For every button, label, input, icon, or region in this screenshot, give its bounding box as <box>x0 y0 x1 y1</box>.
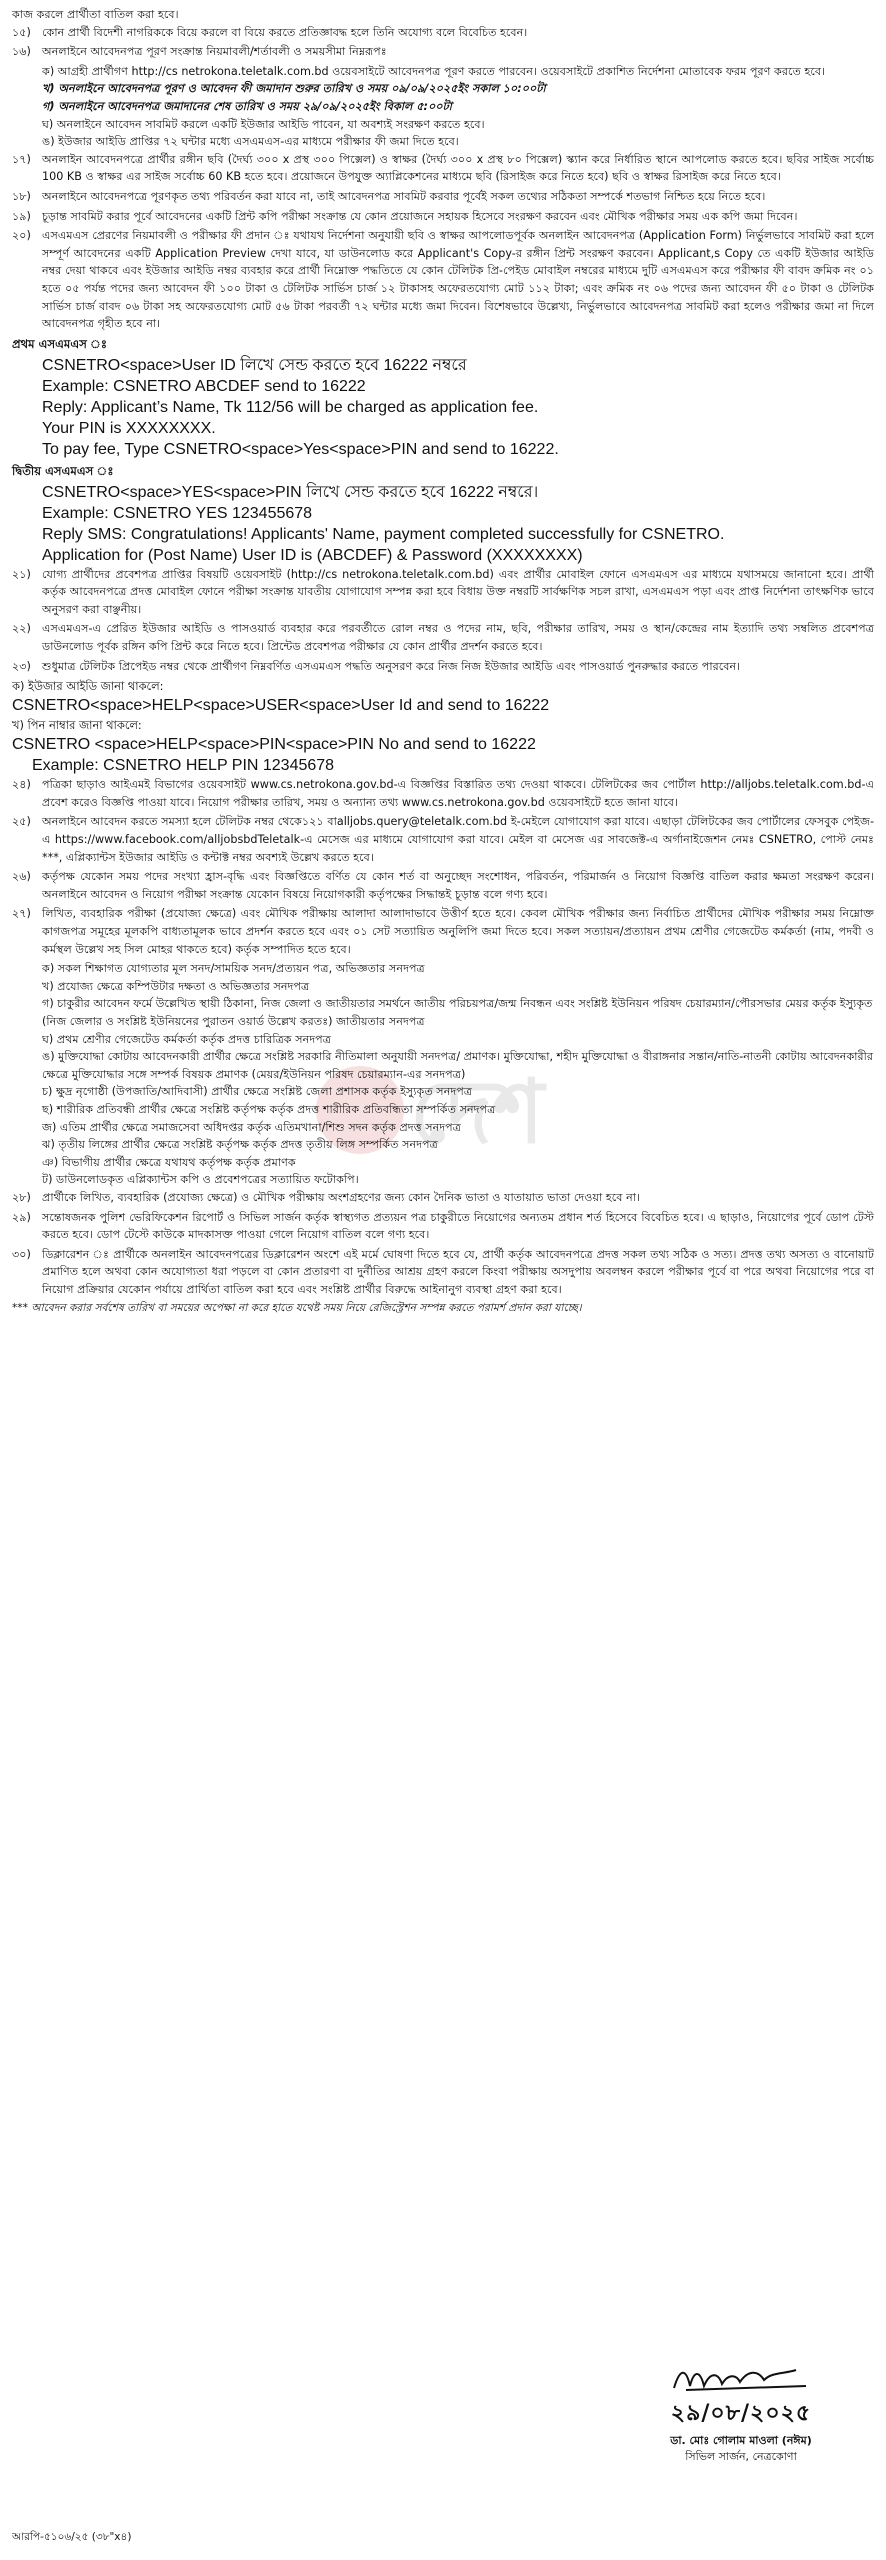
list-item: খ) প্রযোজ্য ক্ষেত্রে কম্পিউটার দক্ষতা ও অভিজ্ঞতার সনদপত্র <box>42 979 310 993</box>
pin-label: খ) পিন নাম্বার জানা থাকলে: <box>12 718 142 733</box>
signature-block <box>636 2362 846 2465</box>
clause-number: ১৮) <box>12 189 31 203</box>
clause-number: ১৫) <box>12 25 31 39</box>
clause-number: ২৪) <box>12 778 31 792</box>
first-sms-line: CSNETRO<space>User ID লিখে সেন্ড করতে হবে 16222 নম্বরে <box>42 356 467 374</box>
first-sms-line: To pay fee, Type CSNETRO<space>Yes<space>PIN and send to 16222. <box>42 440 559 458</box>
clause-number: ২০) <box>12 229 31 243</box>
user-id-label: ক) ইউজার আইডি জানা থাকলে: <box>12 679 164 694</box>
clause-text: লিখিত, ব্যবহারিক পরীক্ষা (প্রযোজ্য ক্ষেত্রে) এবং মৌখিক পরীক্ষায় আলাদা আলাদাভাবে উত্তীর্ণ হতে হবে। কেবল মৌখিক পরীক্ষার জন্য নির্বাচিত প্রার্থীদের মৌখিক পরীক্ষার সময় নিম্নোক্ত কাগজপত্র সমূহের মূলকপি বাধ্যতামূলক ভাবে প্রদর্শন করতে হবে এবং ০১ সেট সত্যায়িত অনুলিপি জমা দিতে হবে। সকল সত্যায়ন/প্রত্যায়ন প্রথম শ্রেণীর গেজেটেড কর্মকর্তা (নাম, পদবী ও কর্মস্থল উল্লেখ সহ সিল মোহর থাকতে হবে) কর্তৃক সম্পাদিত হতে হবে। <box>42 907 874 956</box>
clause-16-c: গ) অনলাইনে আবেদনপত্র জমাদানের শেষ তারিখ ও সময় ২৯/০৯/২০২৫ইং বিকাল ৫:০০টা <box>42 99 452 113</box>
clause-number: ২১) <box>12 567 31 581</box>
clause-number: ৩০) <box>12 1247 31 1261</box>
clause-number: ২৮) <box>12 1190 31 1204</box>
clause-text: কর্তৃপক্ষ যেকোন সময় পদের সংখ্যা হ্রাস-বৃদ্ধি এবং বিজ্ঞপ্তিতে বর্ণিত যে কোন শর্ত বা অনুচ্ছেদ সংশোধন, পরিবর্তন, পরিমার্জন ও নিয়োগ বিজ্ঞপ্তি বাতিল করার ক্ষমতা সংরক্ষণ করেন। অনলাইনে আবেদন ও নিয়োগ পরীক্ষা সংক্রান্ত যেকোন বিষয়ে নিয়োগকারী কর্তৃপক্ষের সিদ্ধান্তই চূড়ান্ত বলে গণ্য হবে। <box>42 870 874 901</box>
list-item: ঘ) প্রথম শ্রেণীর গেজেটেড কর্মকর্তা কর্তৃক প্রদত্ত চারিত্রিক সনদপত্র <box>42 1032 331 1046</box>
clause-number: ১৬) <box>12 45 31 59</box>
clause-text: ডিক্লারেশন ঃ প্রার্থীকে অনলাইন আবেদনপত্রের ডিক্লারেশন অংশে এই মর্মে ঘোষণা দিতে হবে যে, প্রার্থী কর্তৃক আবেদনপত্রে প্রদত্ত সকল তথ্য সঠিক ও সত্য। প্রদত্ত তথ্য অসত্য ও বানোয়াট প্রমাণিত হলে অথবা কোন অযোগ্যতা ধরা পড়লে বা কোন প্রতারণা বা দুর্নীতির আশ্রয় গ্রহণ করলে কিংবা পরীক্ষায় অসদুপায় অবলম্বন করলে পরীক্ষার পূর্বে বা পরে অথবা নিয়োগের পরে বা নিয়োগ প্রক্রিয়ার যেকোন পর্যায়ে প্রার্থিতা বাতিল করা হবে এবং সংশ্লিষ্ট প্রার্থীর বিরুদ্ধে আইনানুগ ব্যবস্থা গ্রহণ করা হবে। <box>42 1247 874 1296</box>
clause-16-b: খ) অনলাইনে আবেদনপত্র পূরণ ও আবেদন ফী জমাদান শুরুর তারিখ ও সময় ০৯/০৯/২০২৫ইং সকাল ১০:০০টা <box>42 82 546 96</box>
clause-23 <box>12 658 874 676</box>
first-sms-heading: প্রথম এসএমএস ঃ <box>12 336 108 351</box>
clause-number: ২৭) <box>12 907 31 921</box>
clause-text: এসএমএস-এ প্রেরিত ইউজার আইডি ও পাসওয়ার্ড ব্যবহার করে পরবর্তীতে রোল নম্বর ও পদের নাম, ছবি, পরীক্ষার তারিখ, সময় ও স্থান/কেন্দ্রের নাম ইত্যাদি তথ্য সম্বলিত প্রবেশপত্র ডাউনলোড পূর্বক রঙ্গিন কপি প্রিন্ট করে নিতে হবে। প্রিন্টেড প্রবেশপত্র পরীক্ষার যে কোন প্রার্থীর প্রদর্শন করতে হবে। <box>42 622 874 654</box>
clause-number: ২৩) <box>12 659 31 673</box>
list-item: চ) ক্ষুদ্র নৃগোষ্ঠী (উপজাতি/আদিবাসী) প্রার্থীর ক্ষেত্রে সংশ্লিষ্ট জেলা প্রশাসক কর্তৃক ইস্যুকৃত সনদপত্র <box>42 1085 473 1099</box>
list-item: ছ) শারীরিক প্রতিবন্ধী প্রার্থীর ক্ষেত্রে সংশ্লিষ্ট কর্তৃপক্ষ কর্তৃক প্রদত্ত শারীরিক প্রতিবন্ধিতা সম্পর্কিত সনদপত্র <box>42 1102 496 1116</box>
clause-number: ২৫) <box>12 815 31 829</box>
second-sms-line: CSNETRO<space>YES<space>PIN লিখে সেন্ড করতে হবে 16222 নম্বরে। <box>42 483 539 501</box>
first-sms-line: Example: CSNETRO ABCDEF send to 16222 <box>42 377 366 395</box>
clause-22 <box>12 620 874 655</box>
clause-16 <box>12 43 874 61</box>
clause-27 <box>12 905 874 958</box>
second-sms-line: Reply SMS: Congratulations! Applicants' Name, payment completed successfully for CSNETRO. <box>42 525 725 543</box>
reference-code: আরপি-৫১০৬/২৫ (৩৮"x৪) <box>12 2531 132 2543</box>
clause-number: ২৯) <box>12 1210 31 1224</box>
clause-17 <box>12 151 874 186</box>
clause-number: ১৯) <box>12 209 31 223</box>
list-item: গ) চাকুরীর আবেদন ফর্মে উল্লেখিত স্থায়ী ঠিকানা, নিজ জেলা ও জাতীয়তার সমর্থনে জাতীয় পরিচয়পত্র/জন্ম নিবন্ধন এবং সংশ্লিষ্ট ইউনিয়ন পরিষদ চেয়ারম্যান/পৌরসভার মেয়র কর্তৃক ইস্যুকৃত (নিজ জেলার ও সংশ্লিষ্ট ইউনিয়নের পুরাতন ওয়ার্ড উল্লেখ করতঃ) জাতীয়তার সনদপত্র <box>42 997 873 1028</box>
clause-21 <box>12 566 874 619</box>
clause-text: কোন প্রার্থী বিদেশী নাগরিককে বিয়ে করলে বা বিয়ে করতে প্রতিজ্ঞাবদ্ধ হলে তিনি অযোগ্য বলে বিবেচিত হবেন। <box>42 25 528 39</box>
clause-text: এসএমএস প্রেরণের নিয়মাবলী ও পরীক্ষার ফী প্রদান ঃ যথাযথ নির্দেশনা অনুযায়ী ছবি ও স্বাক্ষর আপলোডপূর্বক অনলাইন আবেদনপত্র (Application Form) নির্ভুলভাবে সাবমিট করা হলে সম্পূর্ণ আবেদনের একটি Application Preview দেখা যাবে, যা ডাউনলোড করে Applicant's Copy-র রঙ্গীন প্রিন্ট সংরক্ষণ করবেন। Applicant,s Copy তে একটি ইউজার আইডি নম্বর দেয়া থাকবে এবং ইউজার আইডি নম্বর ব্যবহার করে প্রার্থী নিম্নোক্ত পদ্ধতিতে যে কোন টেলিটক প্রি-পেইড মোবাইল নম্বরের মাধ্যমে দুটি এসএমএস করে পরীক্ষার ফী বাবদ ক্রমিক নং ০১ হতে ০৫ পর্যন্ত পদের জন্য আবেদন ফী ১০০ টাকা ও টেলিটক সার্ভিস চার্জ ১২ টাকাসহ অফেরতযোগ্য মোট ১১২ টাকা; এবং ক্রমিক নং ০৬ পদের জন্য আবেদন ফী ৫০ টাকা ও টেলিটক সার্ভিস চার্জ বাবদ ০৬ টাকা সহ অফেরতযোগ্য মোট ৫৬ টাকা পরবর্তী ৭২ ঘন্টার মধ্যে জমা দিবেন। বিশেষভাবে উল্লেখ্য, নির্ভুলভাবে আবেদনপত্র সাবমিট করা হলেও পরীক্ষার জমা না দিলে আবেদনপত্র গৃহীত হবে না। <box>42 229 874 331</box>
clause-30 <box>12 1246 874 1299</box>
clause-number: ১৭) <box>12 152 31 166</box>
clause-19 <box>12 208 874 226</box>
notice-document <box>12 6 874 1316</box>
clause-text: যোগ্য প্রার্থীদের প্রবেশপত্র প্রাপ্তির বিষয়টি ওয়েবসাইট (http://cs netrokona.teletalk.com.bd) এবং প্রার্থীর মোবাইল ফোনে এসএমএস এর মাধ্যমে যথাসময়ে জানানো হবে। প্রার্থী কর্তৃক আবেদনপত্রে প্রদত্ত মোবাইল ফোনে পরীক্ষা সংক্রান্ত যাবতীয় যোগাযোগ সম্পন্ন করা হবে বিধায় উক্ত নম্বরটি সার্বক্ষণিক সচল রাখা, এসএমএস পড়া এবং প্রাপ্ত নির্দেশনা তাৎক্ষণিক ভাবে অনুসরণ করা বাঞ্ছনীয়। <box>42 567 874 616</box>
clause-text: চূড়ান্ত সাবমিট করার পূর্বে আবেদনের একটি প্রিন্ট কপি পরীক্ষা সংক্রান্ত যে কোন প্রয়োজনে সহায়ক হিসেবে সংরক্ষণ করবেন এবং মৌখিক পরীক্ষার সময় এক কপি জমা দিবেন। <box>42 209 798 223</box>
signatory-designation: সিভিল সার্জন, নেত্রকোণা <box>685 2450 797 2463</box>
handwritten-signature <box>666 2362 816 2396</box>
clause-text: অনলাইনে আবেদনপত্র পূরণ সংক্রান্ত নিয়মাবলী/শর্তাবলী ও সময়সীমা নিম্নরূপঃ <box>42 45 387 59</box>
signatory-name: ডা. মোঃ গোলাম মাওলা (নঈম) <box>670 2434 812 2447</box>
watermark-text: দেশ <box>410 1060 545 1163</box>
clause-24 <box>12 776 874 811</box>
signature-date: ২৯/০৮/২০২৫ <box>670 2400 812 2426</box>
footnote: *** আবেদন করার সর্বশেষ তারিখ বা সময়ের অপেক্ষা না করে হাতে যথেষ্ট সময় নিয়ে রেজিস্ট্রেশন সম্পন্ন করতে পরামর্শ প্রদান করা যাচ্ছে। <box>12 1302 582 1315</box>
required-documents-list <box>12 960 874 1189</box>
pin-sms: CSNETRO <space>HELP<space>PIN<space>PIN No and send to 16222 <box>12 736 536 754</box>
list-item: ঝ) তৃতীয় লিঙ্গের প্রার্থীর ক্ষেত্রে সংশ্লিষ্ট কর্তৃপক্ষ কর্তৃক প্রদত্ত তৃতীয় লিঙ্গ সম্পর্কিত সনদপত্র <box>42 1138 438 1152</box>
second-sms-heading: দ্বিতীয় এসএমএস ঃ <box>12 463 114 478</box>
pin-example: Example: CSNETRO HELP PIN 12345678 <box>32 757 335 775</box>
clause-text: অনলাইন আবেদনপত্রে প্রার্থীর রঙ্গীন ছবি (দৈর্ঘ্য ৩০০ x প্রস্থ ৩০০ পিক্সেল) ও স্বাক্ষর (দৈর্ঘ্য ৩০০ x প্রস্থ ৮০ পিক্সেল) স্ক্যান করে নির্ধারিত স্থানে আপলোড করতে হবে। ছবির সাইজ সর্বোচ্চ 100 KB ও স্বাক্ষর এর সাইজ সর্বোচ্চ 60 KB হতে হবে। প্রয়োজনে উপযুক্ত অ্যাপ্লিকেশনের মাধ্যমে ছবি (রিসাইজ করে নিতে হবে) ছবি ও স্বাক্ষর রিসাইজ করে নিতে হবে। <box>42 152 874 184</box>
user-id-sms: CSNETRO<space>HELP<space>USER<space>User Id and send to 16222 <box>12 697 550 715</box>
clause-text: শুধুমাত্র টেলিটক প্রিপেইড নম্বর থেকে প্রার্থীগণ নিম্নবর্ণিত এসএমএস পদ্ধতি অনুসরণ করে নিজ নিজ ইউজার আইডি এবং পাসওয়ার্ড পুনরুদ্ধার করতে পারবেন। <box>42 659 741 673</box>
second-sms-line: Example: CSNETRO YES 123455678 <box>42 504 313 522</box>
first-sms-line: Reply: Applicant’s Name, Tk 112/56 will be charged as application fee. <box>42 398 539 416</box>
list-item: ক) সকল শিক্ষাগত যোগ্যতার মূল সনদ/সাময়িক সনদ/প্রত্যয়ন পত্র, অভিজ্ঞতার সনদপত্র <box>42 962 425 976</box>
list-item: ঞ) বিভাগীয় প্রার্থীর ক্ষেত্রে যথাযথ কর্তৃপক্ষ কর্তৃক প্রমাণক <box>42 1155 296 1169</box>
clause-text: সন্তোষজনক পুলিশ ভেরিফিকেশন রিপোর্ট ও সিভিল সার্জন কর্তৃক স্বাস্থ্যগত প্রত্যয়ন পত্র চাকুরীতে নিয়োগের অন্যতম প্রধান শর্ত হিসেবে বিবেচিত হবে। এ ছাড়াও, নিয়োগের পূর্বে ডোপ টেস্ট করতে হবে। ডোপ টেস্টে কাউকে মাদকাসক্ত পাওয়া গেলে নিয়োগ বাতিল বলে গণ্য হবে। <box>42 1210 874 1242</box>
clause-text: অনলাইনে আবেদন করতে সমস্যা হলে টেলিটক নম্বর থেকে১২১ বাalljobs.query@teletalk.com.bd ই-মেইলে যোগাযোগ করা যাবে। এছাড়া টেলিটকের জব পোর্টালের ফেসবুক পেইজ-এ https://www.facebook.com/alljobsbdTeletalk-এ মেসেজ এর মাধ্যমে যোগাযোগ করা যাবে। মেইল বা মেসেজ এর সাবজেক্ট-এ অর্গানাইজেশন নেমঃ CSNETRO, পোস্ট নেমঃ ***, এপ্লিক্যান্টস ইউজার আইডি ও কন্টাক্ট নম্বর অবশ্যই উল্লেখ করতে হবে। <box>42 815 874 864</box>
list-item: ঙ) মুক্তিযোদ্ধা কোটায় আবেদনকারী প্রার্থীর ক্ষেত্রে সংশ্লিষ্ট সরকারি নীতিমালা অনুযায়ী সনদপত্র/ প্রমাণক। মুক্তিযোদ্ধা, শহীদ মুক্তিযোদ্ধা ও বীরাঙ্গনার সন্তান/নাতি-নাতনী কোটায় আবেদনকারীর ক্ষেত্রে মুক্তিযোদ্ধার সঙ্গে সম্পর্ক বিষয়ক প্রমাণক (মেয়র/ইউনিয়ন পরিষদ চেয়ারম্যান-এর সনদপত্র) <box>42 1050 874 1081</box>
clause-text: অনলাইনে আবেদনপত্রে পূরণকৃত তথ্য পরিবর্তন করা যাবে না, তাই আবেদনপত্র সাবমিট করবার পূর্বেই সকল তথ্যের সঠিকতা সম্পর্কে শতভাগ নিশ্চিত হয়ে নিতে হবে। <box>42 189 766 203</box>
clause-number: ২২) <box>12 622 31 636</box>
clause-26 <box>12 868 874 903</box>
clause-20 <box>12 227 874 333</box>
clause-29 <box>12 1209 874 1244</box>
second-sms-line: Application for (Post Name) User ID is (ABCDEF) & Password (XXXXXXXX) <box>42 546 583 564</box>
list-item: ট) ডাউনলোডকৃত এপ্লিক্যান্টস কপি ও প্রবেশপত্রের সত্যায়িত ফটোকপি। <box>42 1173 359 1187</box>
clause-16-d: ঘ) অনলাইনে আবেদন সাবমিট করলে একটি ইউজার আইডি পাবেন, যা অবশ্যই সংরক্ষণ করতে হবে। <box>42 117 485 131</box>
clause-number: ২৬) <box>12 870 31 884</box>
first-sms-line: Your PIN is XXXXXXXX. <box>42 419 216 437</box>
clause-18 <box>12 188 874 206</box>
intro-line: কাজ করলে প্রার্থীতা বাতিল করা হবে। <box>12 8 179 21</box>
clause-28 <box>12 1189 874 1207</box>
clause-16-e: ঙ) ইউজার আইডি প্রাপ্তির ৭২ ঘন্টার মধ্যে এসএমএস-এর মাধ্যমে পরীক্ষার ফী জমা দিতে হবে। <box>42 135 459 149</box>
clause-text: পত্রিকা ছাড়াও আইএমই বিভাগের ওয়েবসাইট www.cs.netrokona.gov.bd-এ বিজ্ঞপ্তির বিস্তারিত তথ্য দেওয়া থাকবে। টেলিটকের জব পোর্টাল http://alljobs.teletalk.com.bd-এ প্রবেশ করেও বিজ্ঞপ্তি পাওয়া যাবে। নিয়োগ পরীক্ষার তারিখ, সময় ও অন্যান্য তথ্য www.cs.netrokona.gov.bd ওয়েবসাইটে হতে জানা যাবে। <box>42 778 874 809</box>
clause-text: প্রার্থীকে লিখিত, ব্যবহারিক (প্রযোজ্য ক্ষেত্রে) ও মৌখিক পরীক্ষায় অংশগ্রহণের জন্য কোন দৈনিক ভাতা ও যাতায়াত ভাতা দেওয়া হবে না। <box>42 1190 641 1204</box>
list-item: জ) এতিম প্রার্থীর ক্ষেত্রে সমাজসেবা অধিদপ্তর কর্তৃক এতিমখানা/শিশু সদন কর্তৃক প্রদত্ত সনদপত্র <box>42 1120 461 1134</box>
clause-16-a: ক) আগ্রহী প্রার্থীগণ http://cs netrokona.teletalk.com.bd ওয়েবসাইটে আবেদনপত্র পূরণ করতে পারবেন। ওয়েবসাইটে প্রকাশিত নির্দেশনা মোতাবেক ফরম পূরণ করতে হবে। <box>42 64 826 78</box>
clause-25 <box>12 813 874 866</box>
clause-15 <box>12 24 874 42</box>
